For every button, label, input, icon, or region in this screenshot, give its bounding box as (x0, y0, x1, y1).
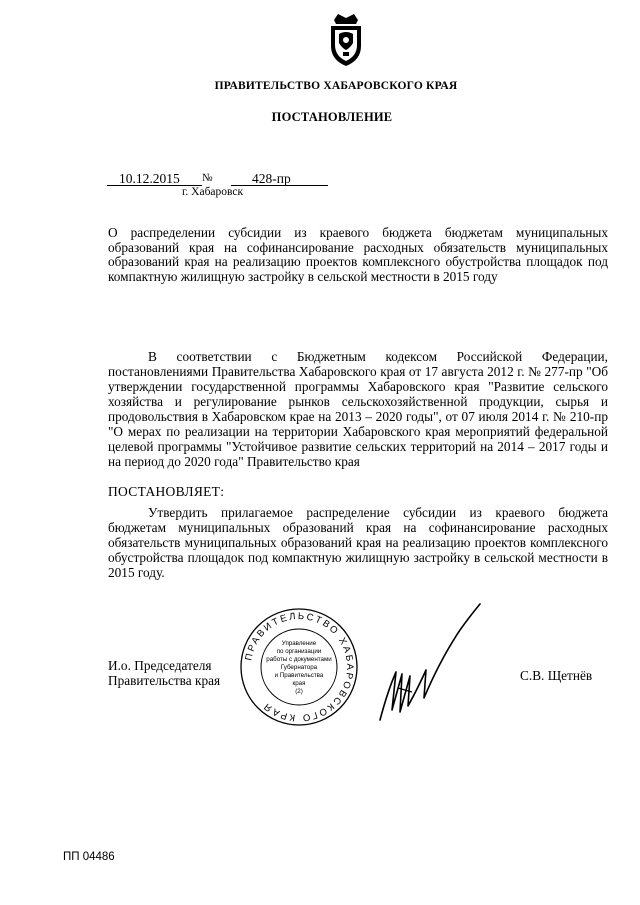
number-sign: № (202, 172, 213, 184)
svg-text:и Правительства: и Правительства (274, 672, 324, 679)
resolution-item: Утвердить прилагаемое распределение субсидии из краевого бюджета бюджетам муниципальных образований края на софинансирование расходных обязательств муниципальных образований края на реализацию проектов комплексного обустройства площадок под компактную жилищную застройку в сельской местности в 2015 году. (108, 505, 608, 580)
signatory-position (108, 658, 220, 688)
city: г. Хабаровск (182, 186, 244, 198)
position-line-2: Правительства края (108, 673, 221, 688)
document-code: ПП 04486 (63, 851, 115, 863)
svg-text:(2): (2) (295, 688, 303, 695)
document-subject: О распределении субсидии из краевого бюджета бюджетам муниципальных образований края на софинансирование расходных обязательств муниципальных образований края на реализацию проектов комплексного обустройства площадок под компактную жилищную застройку в сельской местности в 2015 году (108, 225, 608, 284)
coat-of-arms-emblem (326, 10, 366, 68)
document-number: 428-пр (252, 171, 291, 186)
position-line-1: И.о. Председателя (108, 658, 212, 673)
government-title: ПРАВИТЕЛЬСТВО ХАБАРОВСКОГО КРАЯ (214, 80, 458, 92)
svg-text:Управление: Управление (281, 640, 317, 647)
svg-text:работы с документами: работы с документами (266, 656, 332, 663)
basis-paragraph: В соответствии с Бюджетным кодексом Российской Федерации, постановлениями Правительства Хабаровского края от 17 августа 2012 г. № 277-пр "Об утверждении государственной программы Хабаровского края "Развитие сельского хозяйства и регулирование рынков сельскохозяйственной продукции, сырья и продовольствия в Хабаровском крае на 2013 – 2020 годы", от 07 июля 2014 г. № 210-пр "О мерах по реализации на территории Хабаровского края мероприятий федеральной целевой программы "Устойчивое развитие сельских территорий на 2014 – 2017 годы и на период до 2020 года" Правительство края (108, 349, 608, 469)
svg-text:ПРАВИТЕЛЬСТВО ХАБАРОВСКОГО КРА: ПРАВИТЕЛЬСТВО ХАБАРОВСКОГО КРАЯ (243, 610, 356, 724)
signatory-name: С.В. Щетнёв (520, 668, 593, 683)
document-type-title: ПОСТАНОВЛЕНИЕ (271, 110, 393, 124)
svg-text:Губернатора: Губернатора (280, 664, 318, 671)
date-number-line (107, 171, 328, 185)
official-stamp (237, 605, 361, 729)
document-date: 10.12.2015 (119, 171, 180, 186)
resolves-heading: ПОСТАНОВЛЯЕТ: (108, 484, 225, 499)
svg-text:по организации: по организации (276, 648, 322, 655)
handwritten-signature (378, 600, 488, 730)
svg-text:края: края (292, 680, 306, 687)
